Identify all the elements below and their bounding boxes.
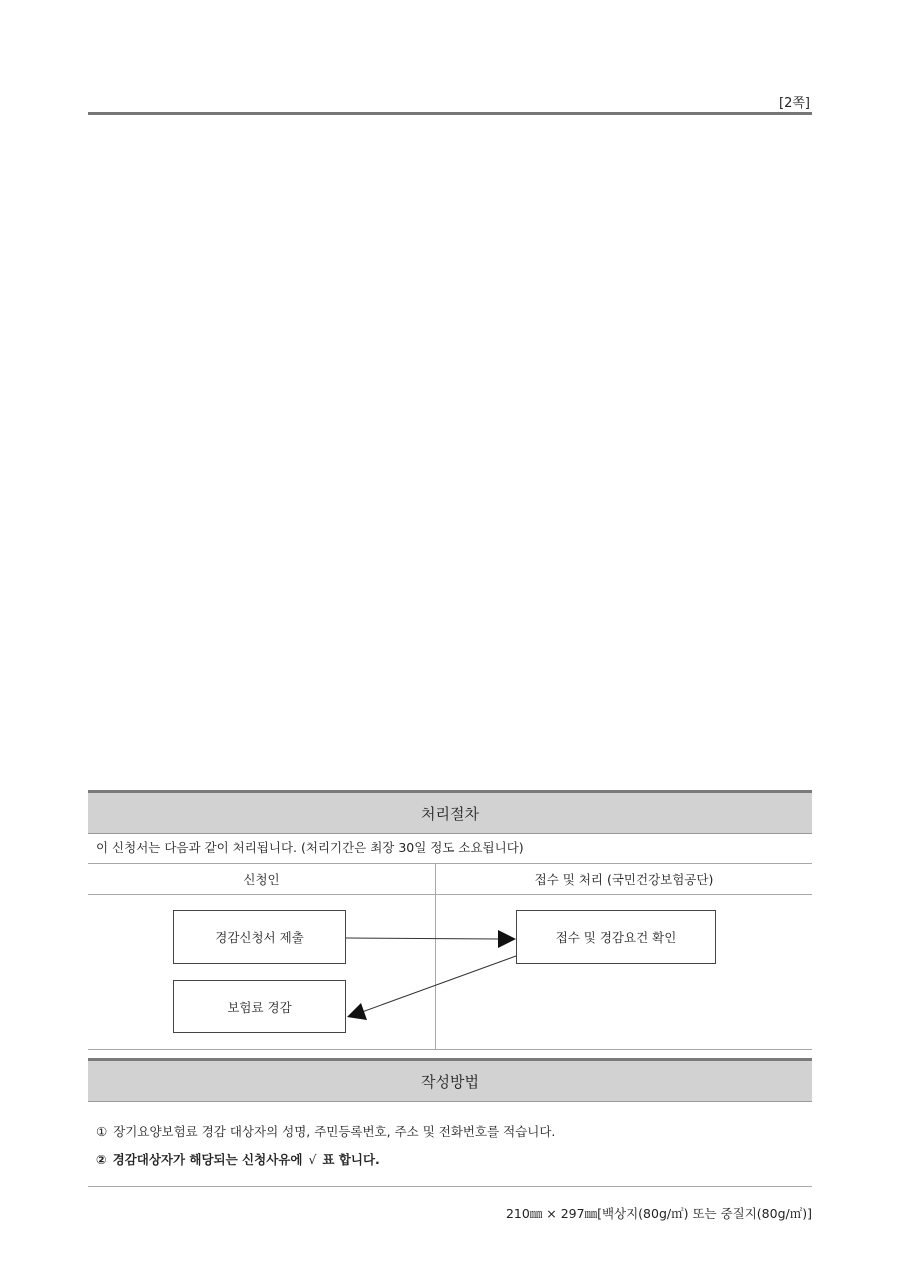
arrow-review-to-result [362, 956, 516, 1012]
instruction-text-end: 표 합니다. [322, 1152, 380, 1167]
procedure-intro: 이 신청서는 다음과 같이 처리됩니다. (처리기간은 최장 30일 정도 소요됩니다) [96, 840, 524, 855]
arrowhead-right [498, 930, 516, 948]
column-applicant: 신청인 [243, 872, 280, 887]
step-submit-label: 경감신청서 제출 [215, 930, 304, 945]
step-review-label: 접수 및 경감요건 확인 [555, 930, 677, 945]
instruction-item-1 [96, 1122, 555, 1140]
instruction-item-2 [96, 1150, 380, 1168]
column-agency: 접수 및 처리 (국민건강보험공단) [534, 872, 714, 887]
check-mark-icon: √ [308, 1151, 317, 1167]
instructions-header [88, 1058, 812, 1102]
divider [88, 1049, 812, 1050]
instruction-number: ① [96, 1123, 108, 1139]
paper-spec: 210㎜ × 297㎜[백상지(80g/㎡) 또는 중질지(80g/㎡)] [505, 1206, 812, 1221]
step-result-label: 보험료 경감 [227, 999, 292, 1015]
instruction-number: ② [96, 1151, 107, 1167]
bottom-rule [88, 1186, 812, 1187]
arrowhead-left [347, 1003, 367, 1020]
instruction-text: 장기요양보험료 경감 대상자의 성명, 주민등록번호, 주소 및 전화번호를 적습니다. [113, 1124, 556, 1139]
arrow-submit-to-review [346, 938, 500, 939]
instruction-text: 경감대상자가 해당되는 신청사유에 [112, 1152, 303, 1167]
procedure-title: 처리절차 [421, 804, 479, 823]
instructions-title: 작성방법 [421, 1072, 479, 1091]
page-number: [2쪽] [779, 96, 810, 111]
